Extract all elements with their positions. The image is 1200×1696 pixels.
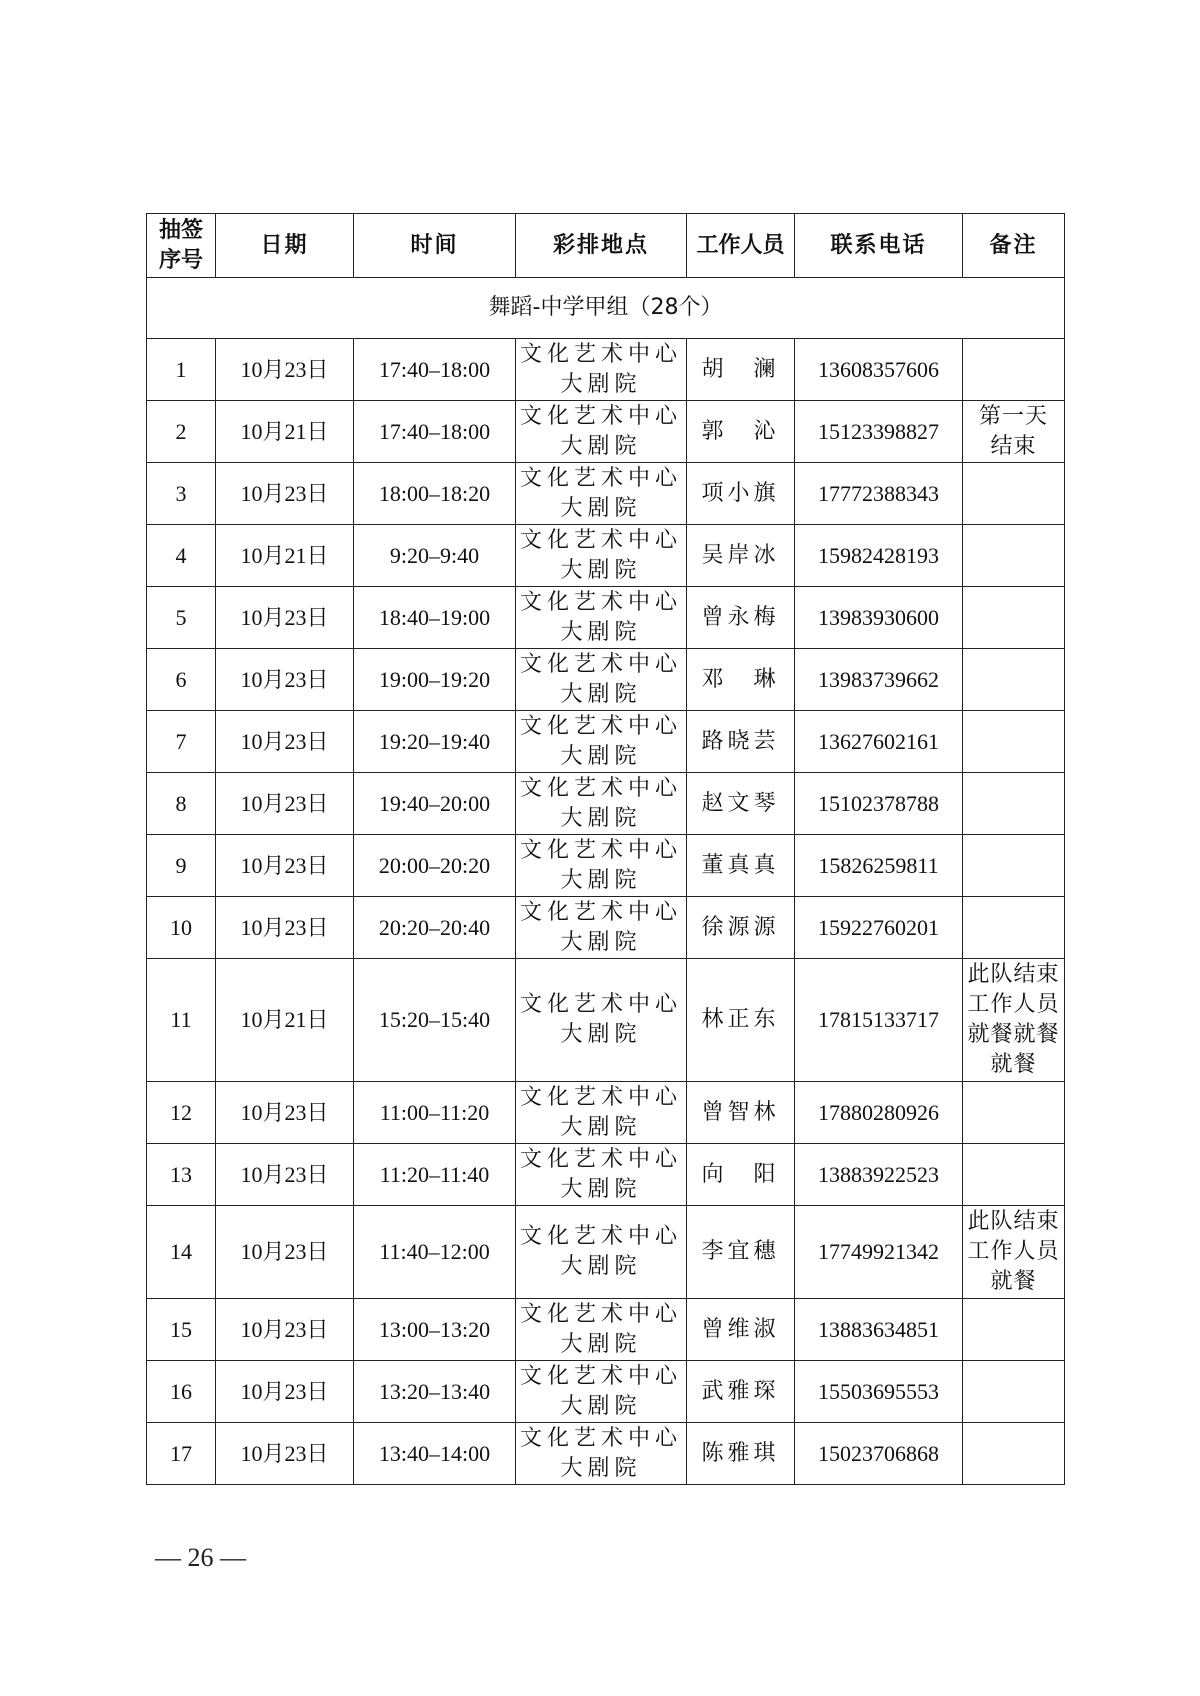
row-note bbox=[963, 525, 1065, 587]
row-date: 10月21日 bbox=[216, 401, 354, 463]
header-row bbox=[147, 214, 1065, 278]
table-row bbox=[147, 835, 1065, 897]
row-venue: 文化艺术中心 大剧院 bbox=[516, 1144, 687, 1206]
table-row bbox=[147, 1299, 1065, 1361]
row-staff: 胡 澜 bbox=[687, 339, 795, 401]
header-date: 日期 bbox=[216, 214, 354, 278]
row-note bbox=[963, 463, 1065, 525]
row-venue: 文化艺术中心 大剧院 bbox=[516, 1206, 687, 1299]
row-phone: 15982428193 bbox=[795, 525, 963, 587]
row-time: 13:00–13:20 bbox=[354, 1299, 516, 1361]
row-staff: 武雅琛 bbox=[687, 1361, 795, 1423]
row-date: 10月23日 bbox=[216, 1206, 354, 1299]
row-number: 6 bbox=[147, 649, 216, 711]
row-number: 1 bbox=[147, 339, 216, 401]
row-note: 第一天 结束 bbox=[963, 401, 1065, 463]
schedule-table bbox=[146, 213, 1065, 1485]
row-date: 10月23日 bbox=[216, 1361, 354, 1423]
row-time: 9:20–9:40 bbox=[354, 525, 516, 587]
row-note bbox=[963, 1144, 1065, 1206]
header-phone: 联系电话 bbox=[795, 214, 963, 278]
table-row bbox=[147, 649, 1065, 711]
table-row bbox=[147, 1361, 1065, 1423]
row-venue: 文化艺术中心 大剧院 bbox=[516, 339, 687, 401]
row-number: 10 bbox=[147, 897, 216, 959]
row-note bbox=[963, 773, 1065, 835]
row-phone: 17880280926 bbox=[795, 1082, 963, 1144]
row-phone: 15826259811 bbox=[795, 835, 963, 897]
table-row bbox=[147, 897, 1065, 959]
row-time: 19:20–19:40 bbox=[354, 711, 516, 773]
row-phone: 13983930600 bbox=[795, 587, 963, 649]
row-staff: 曾智林 bbox=[687, 1082, 795, 1144]
row-phone: 13627602161 bbox=[795, 711, 963, 773]
row-staff: 林正东 bbox=[687, 959, 795, 1082]
table-row bbox=[147, 525, 1065, 587]
header-time: 时间 bbox=[354, 214, 516, 278]
table-row bbox=[147, 1423, 1065, 1485]
row-venue: 文化艺术中心 大剧院 bbox=[516, 649, 687, 711]
row-time: 18:00–18:20 bbox=[354, 463, 516, 525]
row-number: 5 bbox=[147, 587, 216, 649]
table-row bbox=[147, 339, 1065, 401]
row-date: 10月23日 bbox=[216, 711, 354, 773]
row-phone: 17749921342 bbox=[795, 1206, 963, 1299]
row-note: 此队结束 工作人员 就餐就餐 就餐 bbox=[963, 959, 1065, 1082]
row-number: 9 bbox=[147, 835, 216, 897]
row-time: 11:20–11:40 bbox=[354, 1144, 516, 1206]
row-phone: 13883634851 bbox=[795, 1299, 963, 1361]
row-phone: 15023706868 bbox=[795, 1423, 963, 1485]
row-note bbox=[963, 835, 1065, 897]
table-row bbox=[147, 773, 1065, 835]
row-venue: 文化艺术中心 大剧院 bbox=[516, 897, 687, 959]
row-number: 2 bbox=[147, 401, 216, 463]
row-venue: 文化艺术中心 大剧院 bbox=[516, 1082, 687, 1144]
row-staff: 路晓芸 bbox=[687, 711, 795, 773]
row-note: 此队结束 工作人员 就餐 bbox=[963, 1206, 1065, 1299]
table-row bbox=[147, 463, 1065, 525]
row-staff: 曾永梅 bbox=[687, 587, 795, 649]
row-number: 8 bbox=[147, 773, 216, 835]
row-date: 10月23日 bbox=[216, 835, 354, 897]
row-venue: 文化艺术中心 大剧院 bbox=[516, 1361, 687, 1423]
row-time: 17:40–18:00 bbox=[354, 339, 516, 401]
page-number: — 26 — bbox=[155, 1543, 246, 1572]
row-date: 10月23日 bbox=[216, 463, 354, 525]
row-venue: 文化艺术中心 大剧院 bbox=[516, 401, 687, 463]
row-venue: 文化艺术中心 大剧院 bbox=[516, 1299, 687, 1361]
row-note bbox=[963, 1361, 1065, 1423]
row-staff: 李宜穗 bbox=[687, 1206, 795, 1299]
row-time: 19:00–19:20 bbox=[354, 649, 516, 711]
row-note bbox=[963, 897, 1065, 959]
table-row bbox=[147, 1144, 1065, 1206]
row-number: 12 bbox=[147, 1082, 216, 1144]
row-time: 20:00–20:20 bbox=[354, 835, 516, 897]
table-row bbox=[147, 1206, 1065, 1299]
row-number: 4 bbox=[147, 525, 216, 587]
row-date: 10月23日 bbox=[216, 897, 354, 959]
row-time: 18:40–19:00 bbox=[354, 587, 516, 649]
header-venue: 彩排地点 bbox=[516, 214, 687, 278]
row-staff: 吴岸冰 bbox=[687, 525, 795, 587]
row-date: 10月23日 bbox=[216, 1423, 354, 1485]
table-row bbox=[147, 1082, 1065, 1144]
row-phone: 15123398827 bbox=[795, 401, 963, 463]
table-row bbox=[147, 711, 1065, 773]
row-date: 10月23日 bbox=[216, 1144, 354, 1206]
row-staff: 陈雅琪 bbox=[687, 1423, 795, 1485]
row-venue: 文化艺术中心 大剧院 bbox=[516, 835, 687, 897]
row-venue: 文化艺术中心 大剧院 bbox=[516, 587, 687, 649]
row-phone: 13883922523 bbox=[795, 1144, 963, 1206]
table-row bbox=[147, 959, 1065, 1082]
row-venue: 文化艺术中心 大剧院 bbox=[516, 1423, 687, 1485]
row-note bbox=[963, 587, 1065, 649]
row-staff: 向 阳 bbox=[687, 1144, 795, 1206]
group-title-row bbox=[147, 278, 1065, 339]
row-venue: 文化艺术中心 大剧院 bbox=[516, 525, 687, 587]
row-date: 10月23日 bbox=[216, 1082, 354, 1144]
row-time: 17:40–18:00 bbox=[354, 401, 516, 463]
row-phone: 15102378788 bbox=[795, 773, 963, 835]
row-time: 15:20–15:40 bbox=[354, 959, 516, 1082]
row-number: 11 bbox=[147, 959, 216, 1082]
row-time: 19:40–20:00 bbox=[354, 773, 516, 835]
row-number: 7 bbox=[147, 711, 216, 773]
row-time: 11:40–12:00 bbox=[354, 1206, 516, 1299]
row-venue: 文化艺术中心 大剧院 bbox=[516, 711, 687, 773]
row-staff: 赵文琴 bbox=[687, 773, 795, 835]
row-time: 20:20–20:40 bbox=[354, 897, 516, 959]
row-date: 10月23日 bbox=[216, 649, 354, 711]
group-title: 舞蹈-中学甲组（28个） bbox=[147, 278, 1065, 339]
row-number: 14 bbox=[147, 1206, 216, 1299]
row-staff: 曾维淑 bbox=[687, 1299, 795, 1361]
row-venue: 文化艺术中心 大剧院 bbox=[516, 773, 687, 835]
row-time: 11:00–11:20 bbox=[354, 1082, 516, 1144]
row-staff: 徐源源 bbox=[687, 897, 795, 959]
table-row bbox=[147, 401, 1065, 463]
row-number: 13 bbox=[147, 1144, 216, 1206]
row-venue: 文化艺术中心 大剧院 bbox=[516, 463, 687, 525]
row-phone: 13983739662 bbox=[795, 649, 963, 711]
row-staff: 董真真 bbox=[687, 835, 795, 897]
row-date: 10月21日 bbox=[216, 959, 354, 1082]
row-number: 15 bbox=[147, 1299, 216, 1361]
row-note bbox=[963, 339, 1065, 401]
header-note: 备注 bbox=[963, 214, 1065, 278]
row-staff: 郭 沁 bbox=[687, 401, 795, 463]
row-phone: 15503695553 bbox=[795, 1361, 963, 1423]
row-note bbox=[963, 1299, 1065, 1361]
row-phone: 15922760201 bbox=[795, 897, 963, 959]
row-number: 3 bbox=[147, 463, 216, 525]
row-date: 10月23日 bbox=[216, 587, 354, 649]
row-time: 13:40–14:00 bbox=[354, 1423, 516, 1485]
row-note bbox=[963, 649, 1065, 711]
row-number: 16 bbox=[147, 1361, 216, 1423]
row-phone: 13608357606 bbox=[795, 339, 963, 401]
row-time: 13:20–13:40 bbox=[354, 1361, 516, 1423]
row-staff: 项小旗 bbox=[687, 463, 795, 525]
row-date: 10月23日 bbox=[216, 1299, 354, 1361]
row-date: 10月23日 bbox=[216, 773, 354, 835]
row-staff: 邓 琳 bbox=[687, 649, 795, 711]
row-date: 10月21日 bbox=[216, 525, 354, 587]
row-phone: 17772388343 bbox=[795, 463, 963, 525]
row-note bbox=[963, 1423, 1065, 1485]
row-date: 10月23日 bbox=[216, 339, 354, 401]
row-venue: 文化艺术中心 大剧院 bbox=[516, 959, 687, 1082]
row-note bbox=[963, 711, 1065, 773]
row-note bbox=[963, 1082, 1065, 1144]
header-draw-number: 抽签 序号 bbox=[147, 214, 216, 278]
header-staff: 工作人员 bbox=[687, 214, 795, 278]
row-number: 17 bbox=[147, 1423, 216, 1485]
row-phone: 17815133717 bbox=[795, 959, 963, 1082]
table-row bbox=[147, 587, 1065, 649]
